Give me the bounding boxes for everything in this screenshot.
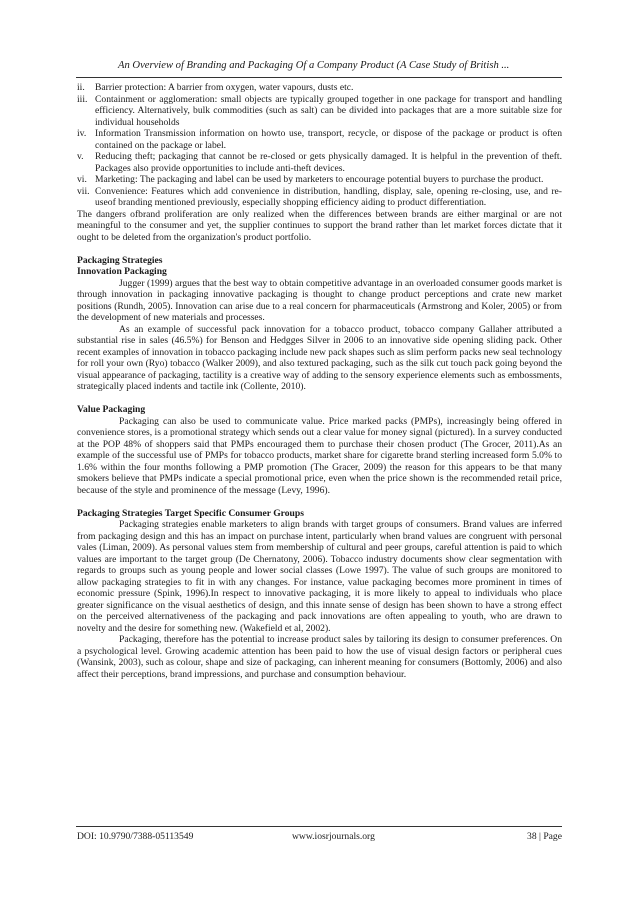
- list-item: [77, 128, 562, 151]
- list-item-number: vi.: [77, 174, 87, 185]
- list-item-number: vii.: [77, 185, 90, 197]
- list-item-text: Containment or agglomeration: small objects are typically grouped together in one package for transport and handling efficiency. Alternatively, bulk commodities (such as salt) can be divided into packages that are a more suitable size for individual households: [95, 93, 562, 128]
- list-item-number: v.: [77, 151, 84, 162]
- running-header-title: An Overview of Branding and Packaging Of a Company Product (A Case Study of British ...: [118, 60, 510, 71]
- list-item-text: Barrier protection: A barrier from oxygen, water vapours, dusts etc.: [95, 82, 354, 93]
- footer-rule: [76, 826, 562, 827]
- target-groups-paragraph-2: Packaging, therefore has the potential to increase product sales by tailoring its design to consumer preferences. On a psychological level. Growing academic attention has been paid to how the use of visual design factors or peripheral cues (Wansink, 2003), such as colour, shape and size of packaging, can inherent meaning for consumers (Bottomly, 2006) and also affect their perceptions, brand impressions, and purchase and consumption behaviour.: [77, 634, 562, 680]
- article-body: [77, 82, 562, 680]
- list-item-number: iv.: [77, 128, 87, 139]
- target-groups-paragraph-1: Packaging strategies enable marketers to align brands with target groups of consumers. Brand values are inferred from packaging design and this has an impact on purchase intent, particularly when brand values are congruent with personal vales (Liman, 2009). As personal values stem from membership of cultural and peer groups, careful attention is paid to which values are important to the target group (De Chernatony, 2006). Tobacco industry documents show clear segmentation with regards to groups such as young people and lower social classes (Lowe 1997). The value of such groups are monitored to allow packaging strategies to fit in with any changes. For instance, value packaging becomes more prominent in times of economic pressure (Spink, 1996).In respect to innovative packaging, it is more likely to appeal to individuals who place greater significance on the visual aesthetics of design, and this innate sense of design has been shown to have a strong effect on the perceived alternativeness of the packaging and pack innovations are often appealing to youth, who are drawn to novelty and the desire for something new. (Wakefield et al, 2002).: [77, 519, 562, 634]
- section-heading-packaging-strategies: Packaging Strategies: [77, 254, 163, 266]
- list-item: [77, 94, 562, 129]
- list-item-text: Reducing theft; packaging that cannot be re-closed or gets physically damaged. It is helpful in the prevention of theft. Packages also provide opportunities to include anti-theft devices.: [95, 151, 562, 174]
- header-rule: [76, 77, 562, 78]
- list-item: [77, 174, 562, 186]
- subsection-heading-value-packaging: Value Packaging: [77, 404, 146, 415]
- list-item-text: Convenience: Features which add convenience in distribution, handling, display, sale, opening re-closing, use, and re-useof branding mentioned previously, especially shopping efficiency aiding to product differentiation.: [95, 185, 562, 208]
- innovation-paragraph-2: As an example of successful pack innovation for a tobacco product, tobacco company Gallaher attributed a substantial rise in sales (46.5%) for Benson and Hedgges Silver in 2006 to an innovative side opening sliding pack. Other recent examples of innovation in tobacco packaging include new pack shapes such as slim perform packs new seal technology for roll your own (Ryo) tobacco (Walker 2009), and also textured packaging, such as the silk cut touch pack going beyond the visual appearance of packaging, tactility is a creative way of adding to the sensory experience elements such as embossments, strategically placed indents and tactile ink (Collente, 2010).: [77, 323, 562, 392]
- list-item-text: Information Transmission information on howto use, transport, recycle, or dispose of the package or product is often contained on the package or label.: [95, 128, 562, 151]
- footer-website: www.iosrjournals.org: [292, 831, 375, 842]
- subsection-heading-innovation-packaging: Innovation Packaging: [77, 266, 167, 277]
- value-packaging-paragraph: Packaging can also be used to communicate value. Price marked packs (PMPs), increasingly being offered in convenience stores, is a promotional strategy which sends out a clear value for money signal (pictured). In a survey conducted at the POP 48% of shoppers said that PMPs encouraged them to purchase their chosen product (The Grocer, 2011).As an example of the successful use of PMPs for tobacco products, market share for cigarette brand sterling increased form 5.0% to 1.6% within the four months following a PMP promotion (The Gracer, 2009) the reason for this appears to be that many smokers believe that PMPs indicate a special promotional price, even when the price shown is the recommended retail price, because of the style and prominence of the message (Levy, 1996).: [77, 415, 562, 496]
- innovation-paragraph-1: Jugger (1999) argues that the best way to obtain competitive advantage in an overloaded consumer goods market is through innovation in packaging innovative packaging is thought to change product perceptions and crate new market positions (Rundh, 2005). Innovation can arise due to a real concern for pharmaceuticals (Armstrong and Koler, 2005) or from the development of new materials and processes.: [77, 277, 562, 323]
- footer-doi: DOI: 10.9790/7388-05113549: [77, 831, 194, 842]
- list-item: [77, 151, 562, 174]
- list-item-number: iii.: [77, 93, 88, 105]
- packaging-functions-list: [77, 82, 562, 209]
- list-item: [77, 82, 562, 94]
- subsection-heading-target-groups: Packaging Strategies Target Specific Consumer Groups: [77, 507, 304, 519]
- list-item: [77, 186, 562, 209]
- brand-proliferation-paragraph: The dangers ofbrand proliferation are only realized when the differences between brands are either marginal or are not meaningful to the consumer and yet, the supplier continues to support the brand rather than let market forces dictate that it ought to be deleted from the organization's product portfolio.: [77, 208, 562, 243]
- list-item-text: Marketing: The packaging and label can be used by marketers to encourage potential buyers to purchase the product.: [95, 174, 544, 185]
- footer-page-number: 38 | Page: [527, 831, 562, 842]
- list-item-number: ii.: [77, 82, 85, 93]
